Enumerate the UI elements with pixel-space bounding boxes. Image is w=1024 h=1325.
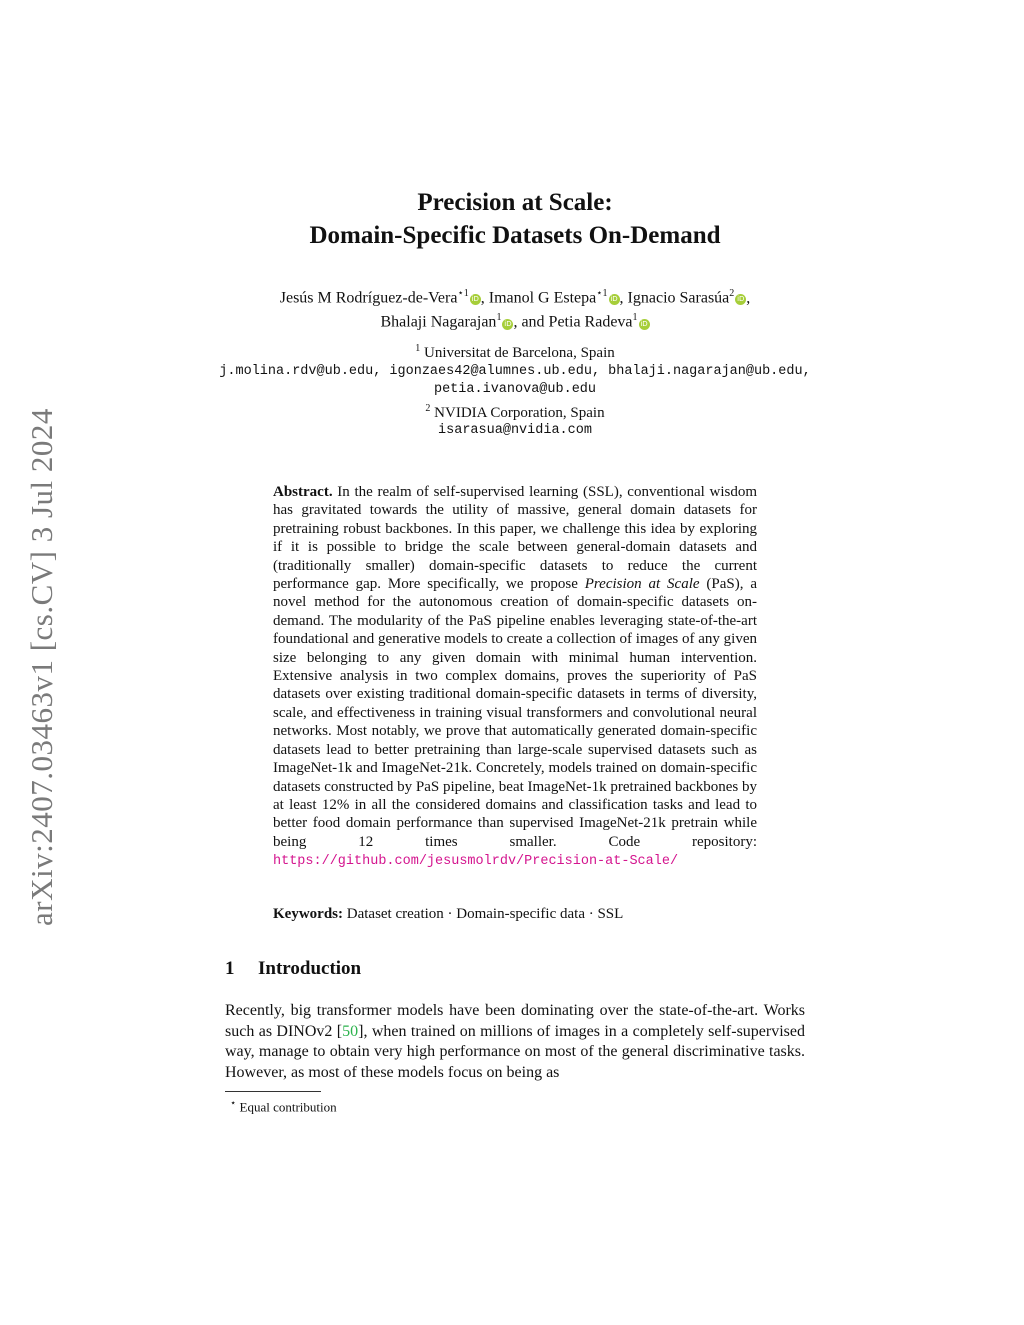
title-line-1: Precision at Scale:: [417, 189, 613, 216]
affiliation-2: [200, 400, 830, 423]
orcid-icon[interactable]: iD: [737, 295, 745, 304]
keywords-label: Keywords:: [273, 906, 343, 922]
affiliation-number: 1: [415, 343, 421, 354]
author-name: Ignacio Sarasúa: [627, 289, 730, 307]
citation-link[interactable]: 50: [342, 1022, 359, 1040]
intro-text-cont: ], when trained on millions of images in a completely self-supervised way, manage to obtain very high performance on most of the general discriminative tasks. However, as most of these models focus on being as: [225, 1022, 805, 1081]
author-list: [200, 284, 830, 333]
author-name: Petia Radeva: [548, 313, 633, 331]
method-name: Precision at Scale: [584, 576, 700, 593]
keywords: [273, 905, 757, 923]
affiliation-number: 2: [425, 402, 431, 414]
author-affil-mark: ⋆1: [457, 288, 469, 299]
orcid-icon[interactable]: iD: [640, 319, 648, 328]
affiliations: [200, 340, 830, 441]
abstract-text-cont: (PaS), a novel method for the autonomous creation of domain-specific datasets on-demand. The modularity of the PaS pipeline enables leveraging state-of-the-art foundational and generative models to create a collection of images of any given size belonging to any given domain with minimal human intervention. Extensive analysis in two complex domains, proves the superiority of PaS datasets over existing traditional domain-specific datasets in terms of diversity, scale, and effectiveness in training visual transformers and convolutional neural networks. Most notably, we prove that automatically generated domain-specific datasets lead to better pretraining than large-scale supervised datasets such as ImageNet-1k and ImageNet-21k. Concretely, models trained on domain-specific datasets constructed by PaS pipeline, beat ImageNet-1k pretrained backbones by at least 12% in all the considered domains and classification tasks and lead to better food domain performance than supervised ImageNet-21k pretrain while being 12 times smaller. Code repository:: [273, 576, 758, 850]
affiliation-1-emails-cont[interactable]: petia.ivanova@ub.edu: [433, 382, 597, 397]
author-name: Bhalaji Nagarajan: [380, 313, 497, 331]
keywords-text: Dataset creation · Domain-specific data · SSL: [346, 906, 624, 922]
affiliation-1-emails[interactable]: j.molina.rdv@ub.edu, igonzaes42@alumnes.ub.edu, bhalaji.nagarajan@ub.edu,: [219, 363, 811, 379]
orcid-icon[interactable]: iD: [610, 295, 618, 304]
paper-title: [220, 186, 810, 252]
section-number: 1: [225, 958, 235, 979]
repository-link[interactable]: https://github.com/jesusmolrdv/Precision-at-Scale/: [273, 854, 679, 870]
abstract: [273, 483, 757, 872]
abstract-label: Abstract.: [273, 484, 333, 500]
author-affil-mark: 1: [496, 312, 502, 324]
author-name: Jesús M Rodríguez-de-Vera: [279, 289, 458, 307]
section-heading: [225, 957, 361, 981]
author-line-2: Bhalaji Nagarajan$^1$iD , and Petia Radeva$^1$iD: [380, 312, 648, 331]
footnote-rule: [225, 1091, 321, 1092]
author-affil-mark: ⋆1: [596, 288, 608, 299]
affiliation-name: NVIDIA Corporation, Spain: [434, 404, 605, 421]
orcid-icon[interactable]: iD: [471, 295, 479, 304]
author-affil-mark: 2: [729, 288, 735, 299]
title-line-2: Domain-Specific Datasets On-Demand: [309, 222, 721, 249]
arxiv-identifier[interactable]: arXiv:2407.03463v1 [cs.CV] 3 Jul 2024: [24, 408, 59, 926]
author-name: Imanol G Estepa: [488, 289, 597, 307]
abstract-text: In the realm of self-supervised learning (SSL), conventional wisdom has gravitated towards the utility of massive, general domain datasets for pretraining robust backbones. In this paper, we challenge this idea by exploring if it is possible to bridge the scale between general-domain datasets and (traditionally smaller) domain-specific datasets to reduce the current performance gap. More specifically, we propose: [273, 484, 757, 593]
section-title: Introduction: [258, 958, 362, 979]
affiliation-name: Universitat de Barcelona, Spain: [423, 345, 615, 361]
author-affil-mark: 1: [632, 312, 638, 324]
footnote-mark: ⋆: [230, 1098, 237, 1109]
author-line-1: Jesús M Rodríguez-de-Vera$^{⋆1}$iD , Imanol G Estepa$^{⋆1}$iD , Ignacio Sarasúa$^2$iD ,: [279, 288, 751, 307]
orcid-icon[interactable]: iD: [504, 319, 512, 328]
affiliation-1: [200, 340, 830, 363]
introduction-paragraph: [225, 1001, 805, 1083]
footnote: [230, 1096, 337, 1115]
footnote-text: Equal contribution: [239, 1099, 337, 1115]
affiliation-2-email[interactable]: isarasua@nvidia.com: [438, 423, 592, 438]
intro-text: Recently, big transformer models have been dominating over the state-of-the-art. Works such as DINOv2 [: [225, 1002, 805, 1040]
